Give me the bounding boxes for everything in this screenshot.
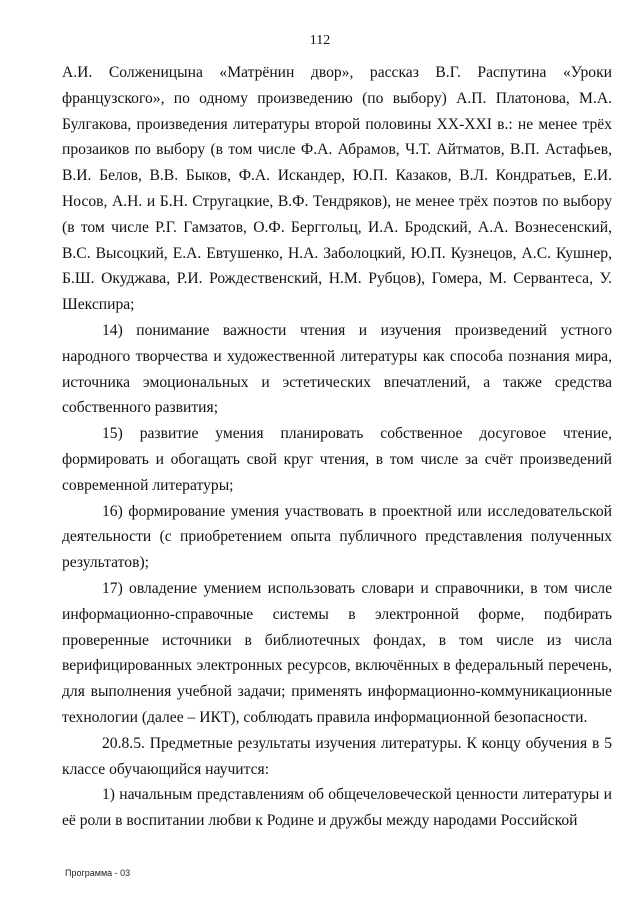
footer-program-label: Программа - 03 — [65, 868, 131, 878]
paragraph-item-17: 17) овладение умением использовать словари и справочники, в том числе информационно-справочные системы в электронной форме, подбирать проверенные источники в библиотечных фондах, в том числе из числа верифицированных электронных ресурсов, включённых в федеральный перечень, для выполнения учебной задачи; применять информационно-коммуникационные технологии (далее – ИКТ), соблюдать правила информационной безопасности. — [62, 579, 612, 726]
page-number: 112 — [309, 33, 331, 48]
paragraph-continuation: А.И. Солженицына «Матрёнин двор», рассказ В.Г. Распутина «Уроки французского», по одному произведению (по выбору) А.П. Платонова, М.А. Булгакова, произведения литературы второй половины XX-XXI в.: не менее трёх прозаиков по выбору (в том числе Ф.А. Абрамов, Ч.Т. Айтматов, В.П. Астафьев, В.И. Белов, В.В. Быков, Ф.А. Искандер, Ю.П. Казаков, В.Л. Кондратьев, Е.И. Носов, А.Н. и Б.Н. Стругацкие, В.Ф. Тендряков), не менее трёх поэтов по выбору (в том числе Р.Г. Гамзатов, О.Ф. Берггольц, И.А. Бродский, А.А. Вознесенский, В.С. Высоцкий, Е.А. Евтушенко, Н.А. Заболоцкий, Ю.П. Кузнецов, А.С. Кушнер, Б.Ш. Окуджава, Р.И. Рождественский, Н.М. Рубцов), Гомера, М. Сервантеса, У. Шекспира; — [62, 64, 612, 314]
document-body — [62, 60, 612, 834]
paragraph-item-1: 1) начальным представлениям об общечеловеческой ценности литературы и её роли в воспитании любви к Родине и дружбы между народами Российской — [62, 786, 612, 830]
paragraph-item-14: 14) понимание важности чтения и изучения произведений устного народного творчества и художественной литературы как способа познания мира, источника эмоциональных и эстетических впечатлений, а также средства собственного развития; — [62, 321, 612, 417]
paragraph-item-16: 16) формирование умения участвовать в проектной или исследовательской деятельности (с приобретением опыта публичного представления полученных результатов); — [62, 502, 612, 572]
paragraph-section-20-8-5: 20.8.5. Предметные результаты изучения литературы. К концу обучения в 5 классе обучающийся научится: — [62, 734, 612, 778]
paragraph-item-15: 15) развитие умения планировать собственное досуговое чтение, формировать и обогащать свой круг чтения, в том числе за счёт произведений современной литературы; — [62, 425, 612, 494]
